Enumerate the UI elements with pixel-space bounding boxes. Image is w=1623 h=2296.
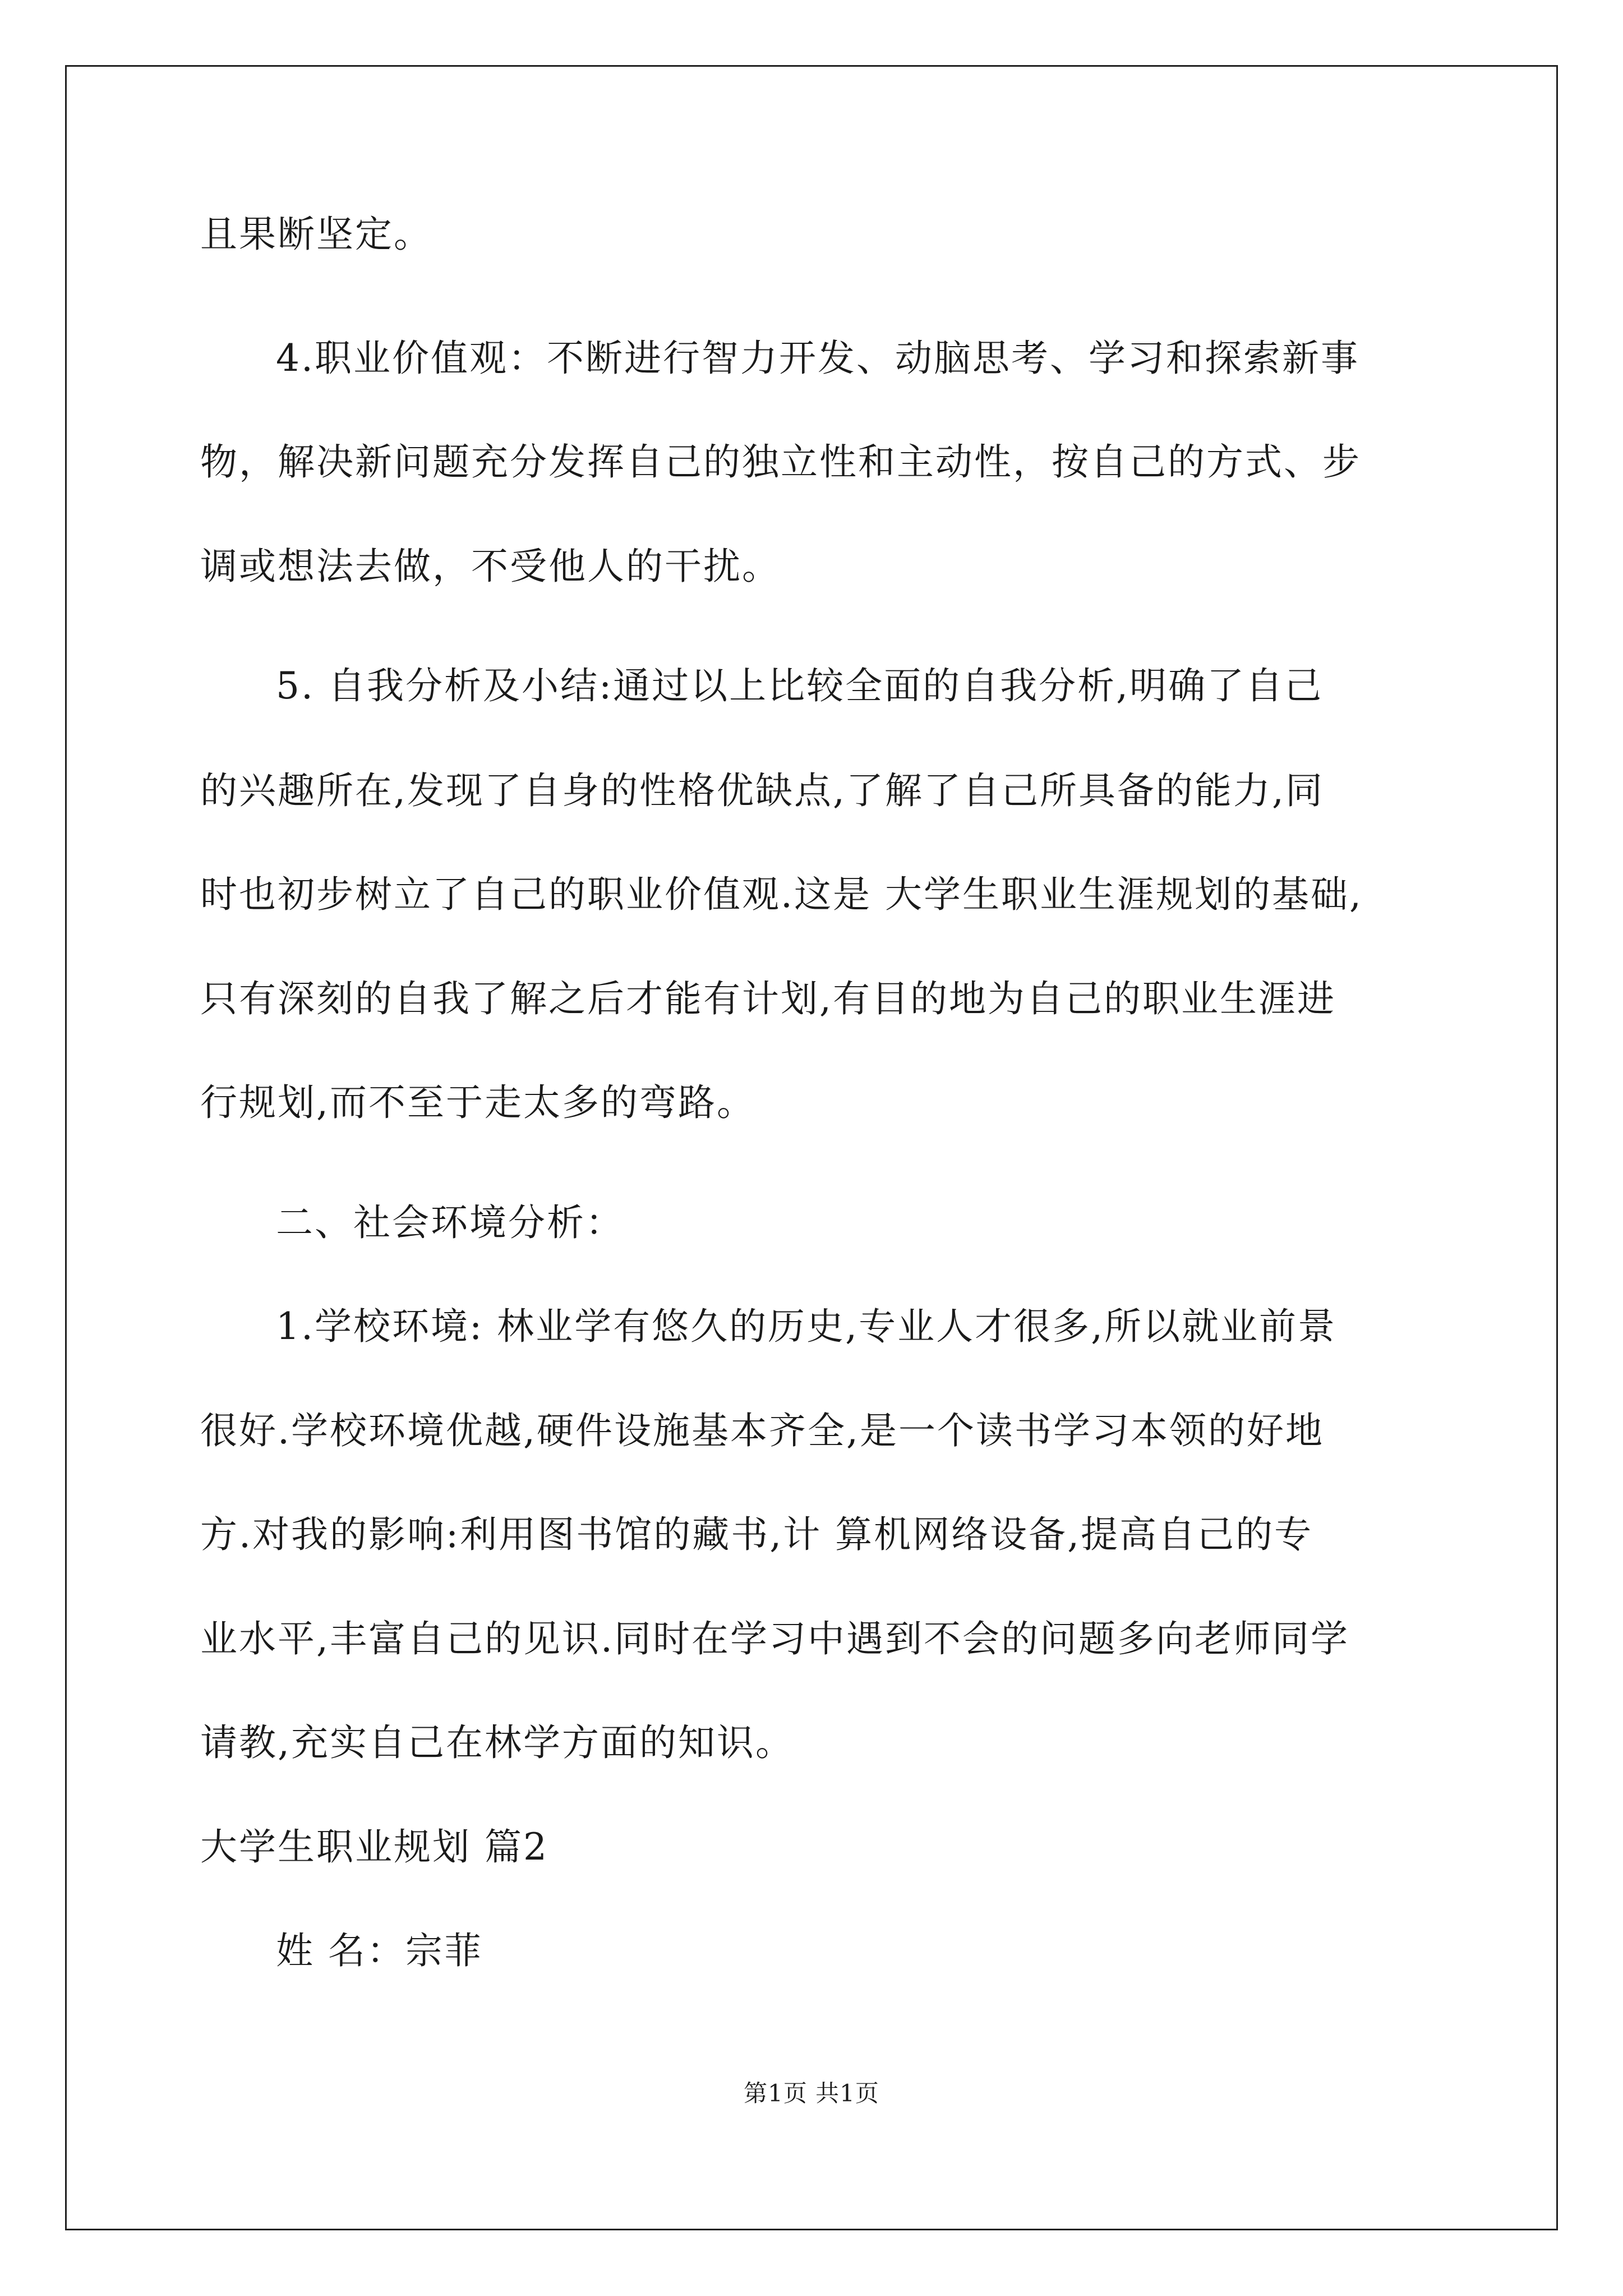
text-line: 且果断坚定。 bbox=[200, 213, 432, 256]
text-line: 1.学校环境: 林业学有悠久的历史,专业人才很多,所以就业前景 bbox=[276, 1305, 1337, 1348]
page-border bbox=[65, 65, 1558, 2230]
text-line: 调或想法去做，不受他人的干扰。 bbox=[200, 545, 781, 588]
text-line: 行规划,而不至于走太多的弯路。 bbox=[200, 1081, 755, 1124]
name-field: 姓 名：宗菲 bbox=[276, 1929, 483, 1972]
page-footer: 第1页 共1页 bbox=[744, 2079, 879, 2107]
text-line: 4.职业价值观：不断进行智力开发、动脑思考、学习和探索新事 bbox=[276, 337, 1359, 380]
text-line: 5. 自我分析及小结:通过以上比较全面的自我分析,明确了自己 bbox=[276, 664, 1324, 707]
section-heading: 二、社会环境分析： bbox=[276, 1201, 624, 1244]
text-line: 业水平,丰富自己的见识.同时在学习中遇到不会的问题多向老师同学 bbox=[200, 1617, 1349, 1660]
text-line: 只有深刻的自我了解之后才能有计划,有目的地为自己的职业生涯进 bbox=[200, 977, 1336, 1020]
text-line: 物，解决新问题充分发挥自己的独立性和主动性，按自己的方式、步 bbox=[200, 440, 1361, 484]
text-line: 的兴趣所在,发现了自身的性格优缺点,了解了自己所具备的能力,同 bbox=[200, 769, 1324, 812]
text-line: 很好.学校环境优越,硬件设施基本齐全,是一个读书学习本领的好地 bbox=[200, 1409, 1324, 1452]
text-line: 方.对我的影响:利用图书馆的藏书,计 算机网络设备,提高自己的专 bbox=[200, 1513, 1313, 1556]
text-line: 请教,充实自己在林学方面的知识。 bbox=[200, 1721, 794, 1764]
article-heading: 大学生职业规划 篇2 bbox=[200, 1825, 548, 1869]
text-line: 时也初步树立了自己的职业价值观.这是 大学生职业生涯规划的基础, bbox=[200, 873, 1363, 916]
